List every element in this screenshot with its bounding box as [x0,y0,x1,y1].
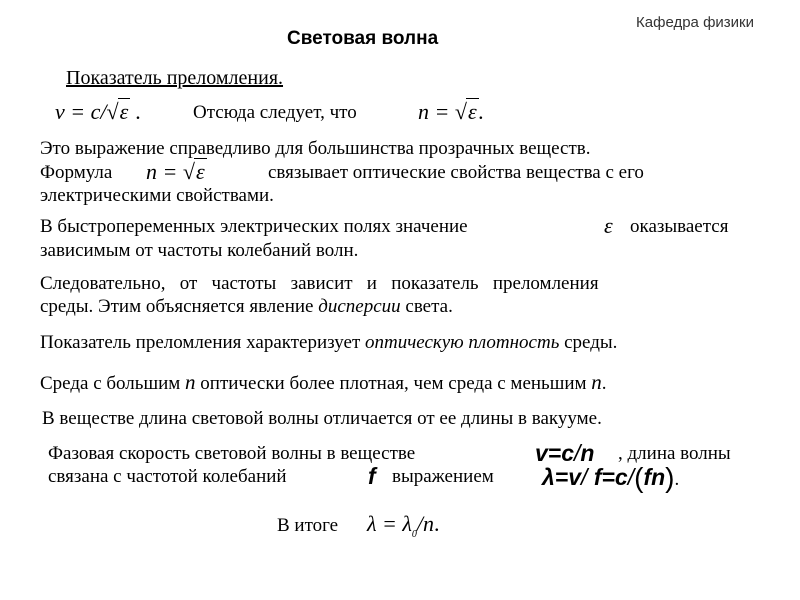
para1-line1: Это выражение справедливо для большинства прозрачных веществ. [40,138,591,159]
para4-start: Показатель преломления характеризует [40,332,361,353]
para2-line2: зависимым от частоты колебаний волн. [40,240,359,261]
department-label: Кафедра физики [636,14,754,31]
para4-optical-density: оптическую плотность [365,332,560,353]
para3-line2-start: среды. Этим объясняется явление [40,296,314,317]
para1-formula [146,158,207,185]
formula-eps: ε [119,99,129,124]
para4-end: среды. [564,332,618,353]
para1-eps: ε [195,159,205,184]
para5-n2: n [591,370,602,394]
hence-text: Отсюда следует, что [193,102,357,123]
para4 [40,332,617,354]
para3-dispersion: дисперсии [318,296,401,317]
para7-slash: / [574,440,581,466]
para7-eq: = [547,440,562,466]
para7-line1-end: , длина волны [618,443,731,464]
formula-v: v [55,99,65,124]
para1-n: n [146,159,157,184]
formula-n-symbol: n [418,99,429,124]
para7-eq3: = [601,464,615,490]
para3-line1: Следовательно, от частоты зависит и показатель преломления [40,273,599,294]
para5-start: Среда с большим [40,373,181,394]
para5-middle: оптически более плотная, чем среда с меньшим [200,373,587,394]
formula-speed [55,98,141,125]
formula-slash: / [100,99,107,124]
formula-n-sqrt: √ε [454,99,477,124]
para7-v: v [535,440,548,466]
para7-v2: v [568,464,582,490]
formula-n [418,98,484,125]
para3-line2 [40,296,453,318]
formula-n-eps: ε [467,99,477,124]
para5 [40,370,607,395]
para7-lparen: ( [634,462,644,493]
formula-eq: = [70,99,86,124]
para5-n1: n [185,370,196,394]
result-sub: 0 [411,529,417,540]
para7-n: n [580,440,595,466]
para7-slash2: / [581,464,588,490]
para7-c2: c [614,464,628,490]
para1-line3: электрическими свойствами. [40,185,274,206]
para7-f: f [368,463,376,489]
result-lambda0: λ [402,511,412,536]
para7-line1-start: Фазовая скорость световой волны в веществе [48,443,416,464]
para5-end: . [601,373,607,394]
formula-n-eq: = [434,99,450,124]
para1-eq: = [162,159,178,184]
result-text: В итоге [277,515,339,536]
formula-sqrt: √ε [106,99,129,124]
formula-n-dot: . [478,99,485,124]
para7-line2-start: связана с частотой колебаний [48,466,287,487]
para7-eq2: = [554,464,569,490]
para7-dot: . [674,469,680,490]
result-slash: / [416,511,424,536]
section-heading: Показатель преломления. [66,67,284,89]
para2-eps: ε [604,213,613,238]
para7-slash3: / [627,464,635,490]
result-formula [367,511,440,540]
para1-sqrt: √ε [182,159,205,184]
para7-rparen: ) [665,462,675,493]
result-n: n [423,511,435,536]
para7-f2: f [593,464,602,490]
formula-dot: . [135,99,142,124]
formula-c: c [90,99,101,124]
result-lambda: λ [367,511,377,536]
slide-title: Световая волна [287,28,439,49]
para1-rest: связывает оптические свойства вещества с его [268,162,644,183]
para1-formula-word: Формула [40,162,113,183]
para7-lambda: λ [542,464,555,490]
para2-line1-end: оказывается [630,216,729,237]
para7-formula-lambda [542,462,679,494]
para7-c: c [561,440,575,466]
para7-line2-mid: выражением [392,466,494,487]
para6: В веществе длина световой волны отличается от ее длины в вакууме. [42,408,602,429]
para7-fn: fn [643,464,666,490]
para3-line2-end: света. [405,296,453,317]
result-dot: . [434,511,440,536]
result-eq: = [382,511,397,536]
para2-line1-start: В быстропеременных электрических полях значение [40,216,468,237]
